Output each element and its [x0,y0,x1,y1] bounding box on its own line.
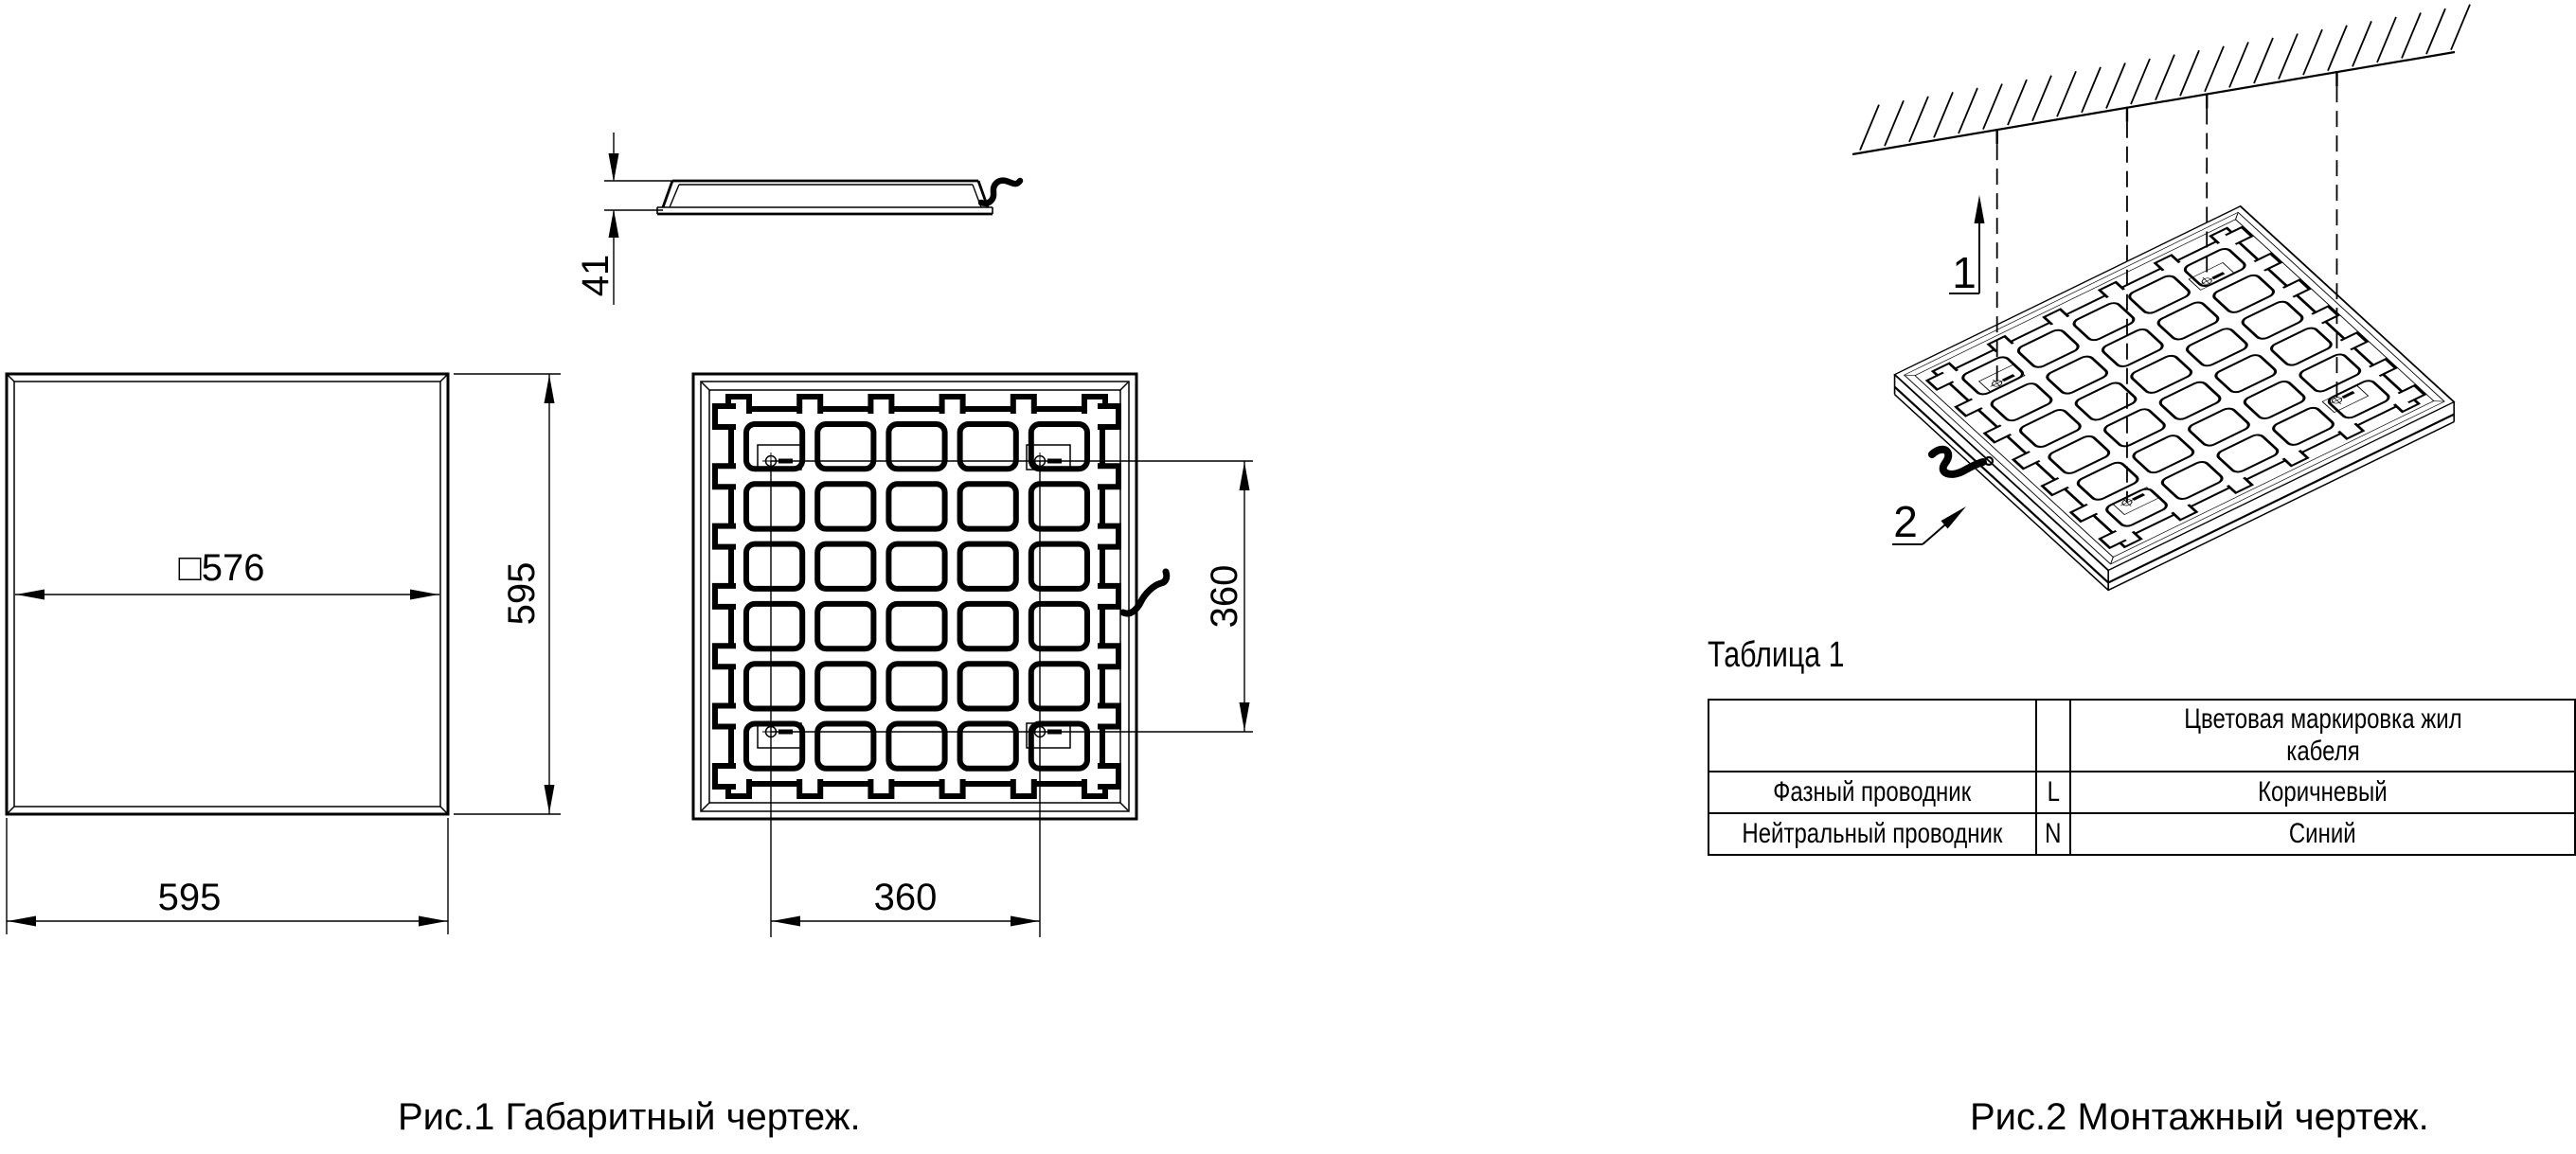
wire-color-table [1708,699,2576,856]
table-row-neutral [1708,813,2575,855]
phase-color-text: Коричневый [2258,775,2388,808]
figure2-mounting-view [1852,5,2470,591]
neutral-terminal-text: N [2045,817,2062,849]
figure1-back-view [693,374,1253,937]
table-cell-neutral-terminal [2036,813,2071,855]
table-cell-phase-name [1708,772,2036,813]
neutral-color-text: Синий [2289,817,2357,849]
callout-2-panel: 2 [1893,497,1918,546]
dimension-label-width-595: 595 [157,877,222,918]
dimension-label-height-595: 595 [501,561,543,626]
table-header-row [1708,700,2575,772]
figure2-caption: Рис.2 Монтажный чертеж. [1970,1096,2429,1138]
dimension-label-inner-square: □576 [178,547,265,589]
table-header-empty-1 [1708,700,2036,772]
table-cell-phase-color [2070,772,2575,813]
table-row-phase [1708,772,2575,813]
table-title [1708,636,1879,676]
phase-name-text: Фазный проводник [1773,775,1972,808]
dimension-label-mount-360-horizontal: 360 [873,877,938,918]
figure1-dimension-lines [7,374,561,934]
table-cell-neutral-name [1708,813,2036,855]
figure1-front-view [7,374,448,814]
callout-1-suspension: 1 [1952,248,1977,297]
table-cell-phase-terminal [2036,772,2071,813]
table-header-color-marking-text: Цветовая маркировка жил кабеля [2184,702,2462,767]
table-title-text: Таблица 1 [1708,635,1845,675]
neutral-name-text: Нейтральный проводник [1742,817,2003,849]
phase-terminal-text: L [2047,775,2060,808]
table-cell-neutral-color [2070,813,2575,855]
table-header-empty-2 [2036,700,2071,772]
figure1-side-view [604,133,1020,305]
table-header-color-marking [2070,700,2575,772]
figure1-caption: Рис.1 Габаритный чертеж. [398,1096,861,1138]
dimension-label-thickness-41: 41 [575,254,617,297]
dimension-label-mount-360-vertical: 360 [1204,564,1245,629]
